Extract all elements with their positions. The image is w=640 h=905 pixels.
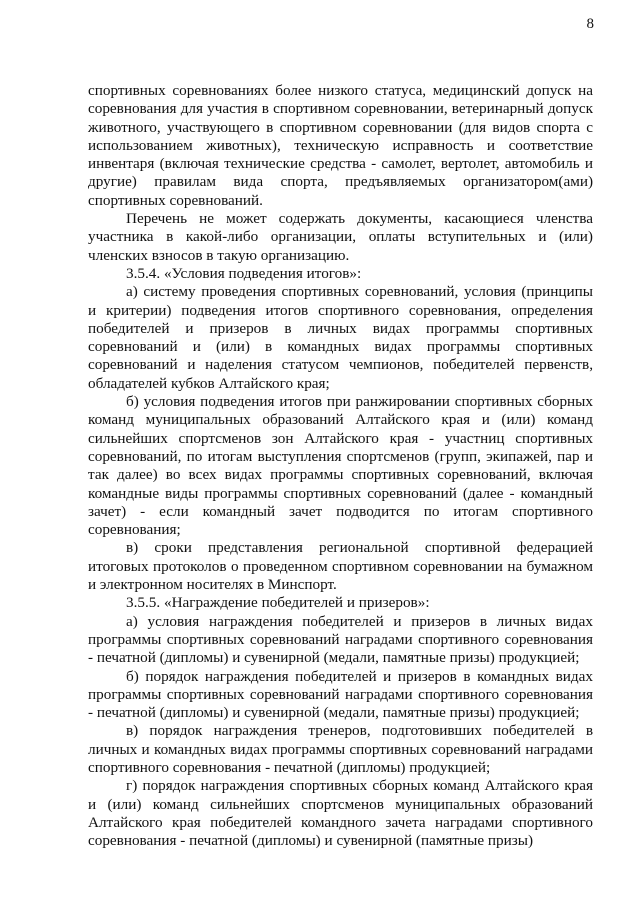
list-item-c-protocol-deadlines: в) сроки представления региональной спортивной федерацией итоговых протоколов о проведенном спортивном соревновании на бумажном и электронном носителях в Минспорт. xyxy=(88,539,593,594)
list-item-b-team-awards: б) порядок награждения победителей и призеров в командных видах программы спортивных соревнований наградами спортивного соревнования - печатной (дипломы) и сувенирной (медали, памятные призы) продукцией; xyxy=(88,667,593,722)
list-item-b-team-ranking: б) условия подведения итогов при ранжировании спортивных сборных команд муниципальных образований Алтайского края и (или) команд сильнейших спортсменов зон Алтайского края - участниц спортивных соревнований, по итогам выступления спортсменов (групп, экипажей, пар и так далее) во всех видах программы спортивных соревнований, включая командные виды программы спортивных соревнований (далее - командный зачет) - если командный зачет подводится по итогам спортивного соревнования; xyxy=(88,393,593,539)
section-heading-awards: 3.5.5. «Награждение победителей и призеров»: xyxy=(126,594,430,612)
paragraph-medical-admission: спортивных соревнованиях более низкого статуса, медицинский допуск на соревнования для участия в спортивном соревновании, ветеринарный допуск животного, участвующего в спортивном соревновании (для видов спорта с использованием животных), техническую исправность и соответствие инвентаря (включая технические средства - самолет, вертолет, автомобиль и другие) правилам вида спорта, предъявляемых организатором(ами) спортивных соревнований. xyxy=(88,82,593,209)
list-item-a-individual-awards: а) условия награждения победителей и призеров в личных видах программы спортивных соревнований наградами спортивного соревнования - печатной (дипломы) и сувенирной (медали, памятные призы) продукцией; xyxy=(88,612,593,667)
section-heading-results-conditions: 3.5.4. «Условия подведения итогов»: xyxy=(126,264,362,282)
list-item-c-coach-awards: в) порядок награждения тренеров, подготовивших победителей в личных и командных видах программы спортивных соревнований наградами спортивного соревнования - печатной (дипломы) продукцией; xyxy=(88,722,593,776)
list-item-a-competition-system: а) систему проведения спортивных соревнований, условия (принципы и критерии) подведения итогов спортивного соревнования, определения победителей и призеров в личных видах программы спортивных соревнований и (или) в командных видах программы спортивных соревнований и наделения статусом чемпионов, победителей первенств, обладателей кубков Алтайского края; xyxy=(88,283,593,392)
paragraph-membership-exclusion: Перечень не может содержать документы, касающиеся членства участника в какой-либо организации, оплаты вступительных и (или) членских взносов в такую организацию. xyxy=(88,210,593,264)
page-number: 8 xyxy=(586,16,594,32)
list-item-d-regional-team-awards: г) порядок награждения спортивных сборных команд Алтайского края и (или) команд сильнейших спортсменов муниципальных образований Алтайского края победителей командного зачета наградами спортивного соревнования - печатной (дипломы) и сувенирной (памятные призы) xyxy=(88,777,593,850)
document-body xyxy=(88,82,593,850)
